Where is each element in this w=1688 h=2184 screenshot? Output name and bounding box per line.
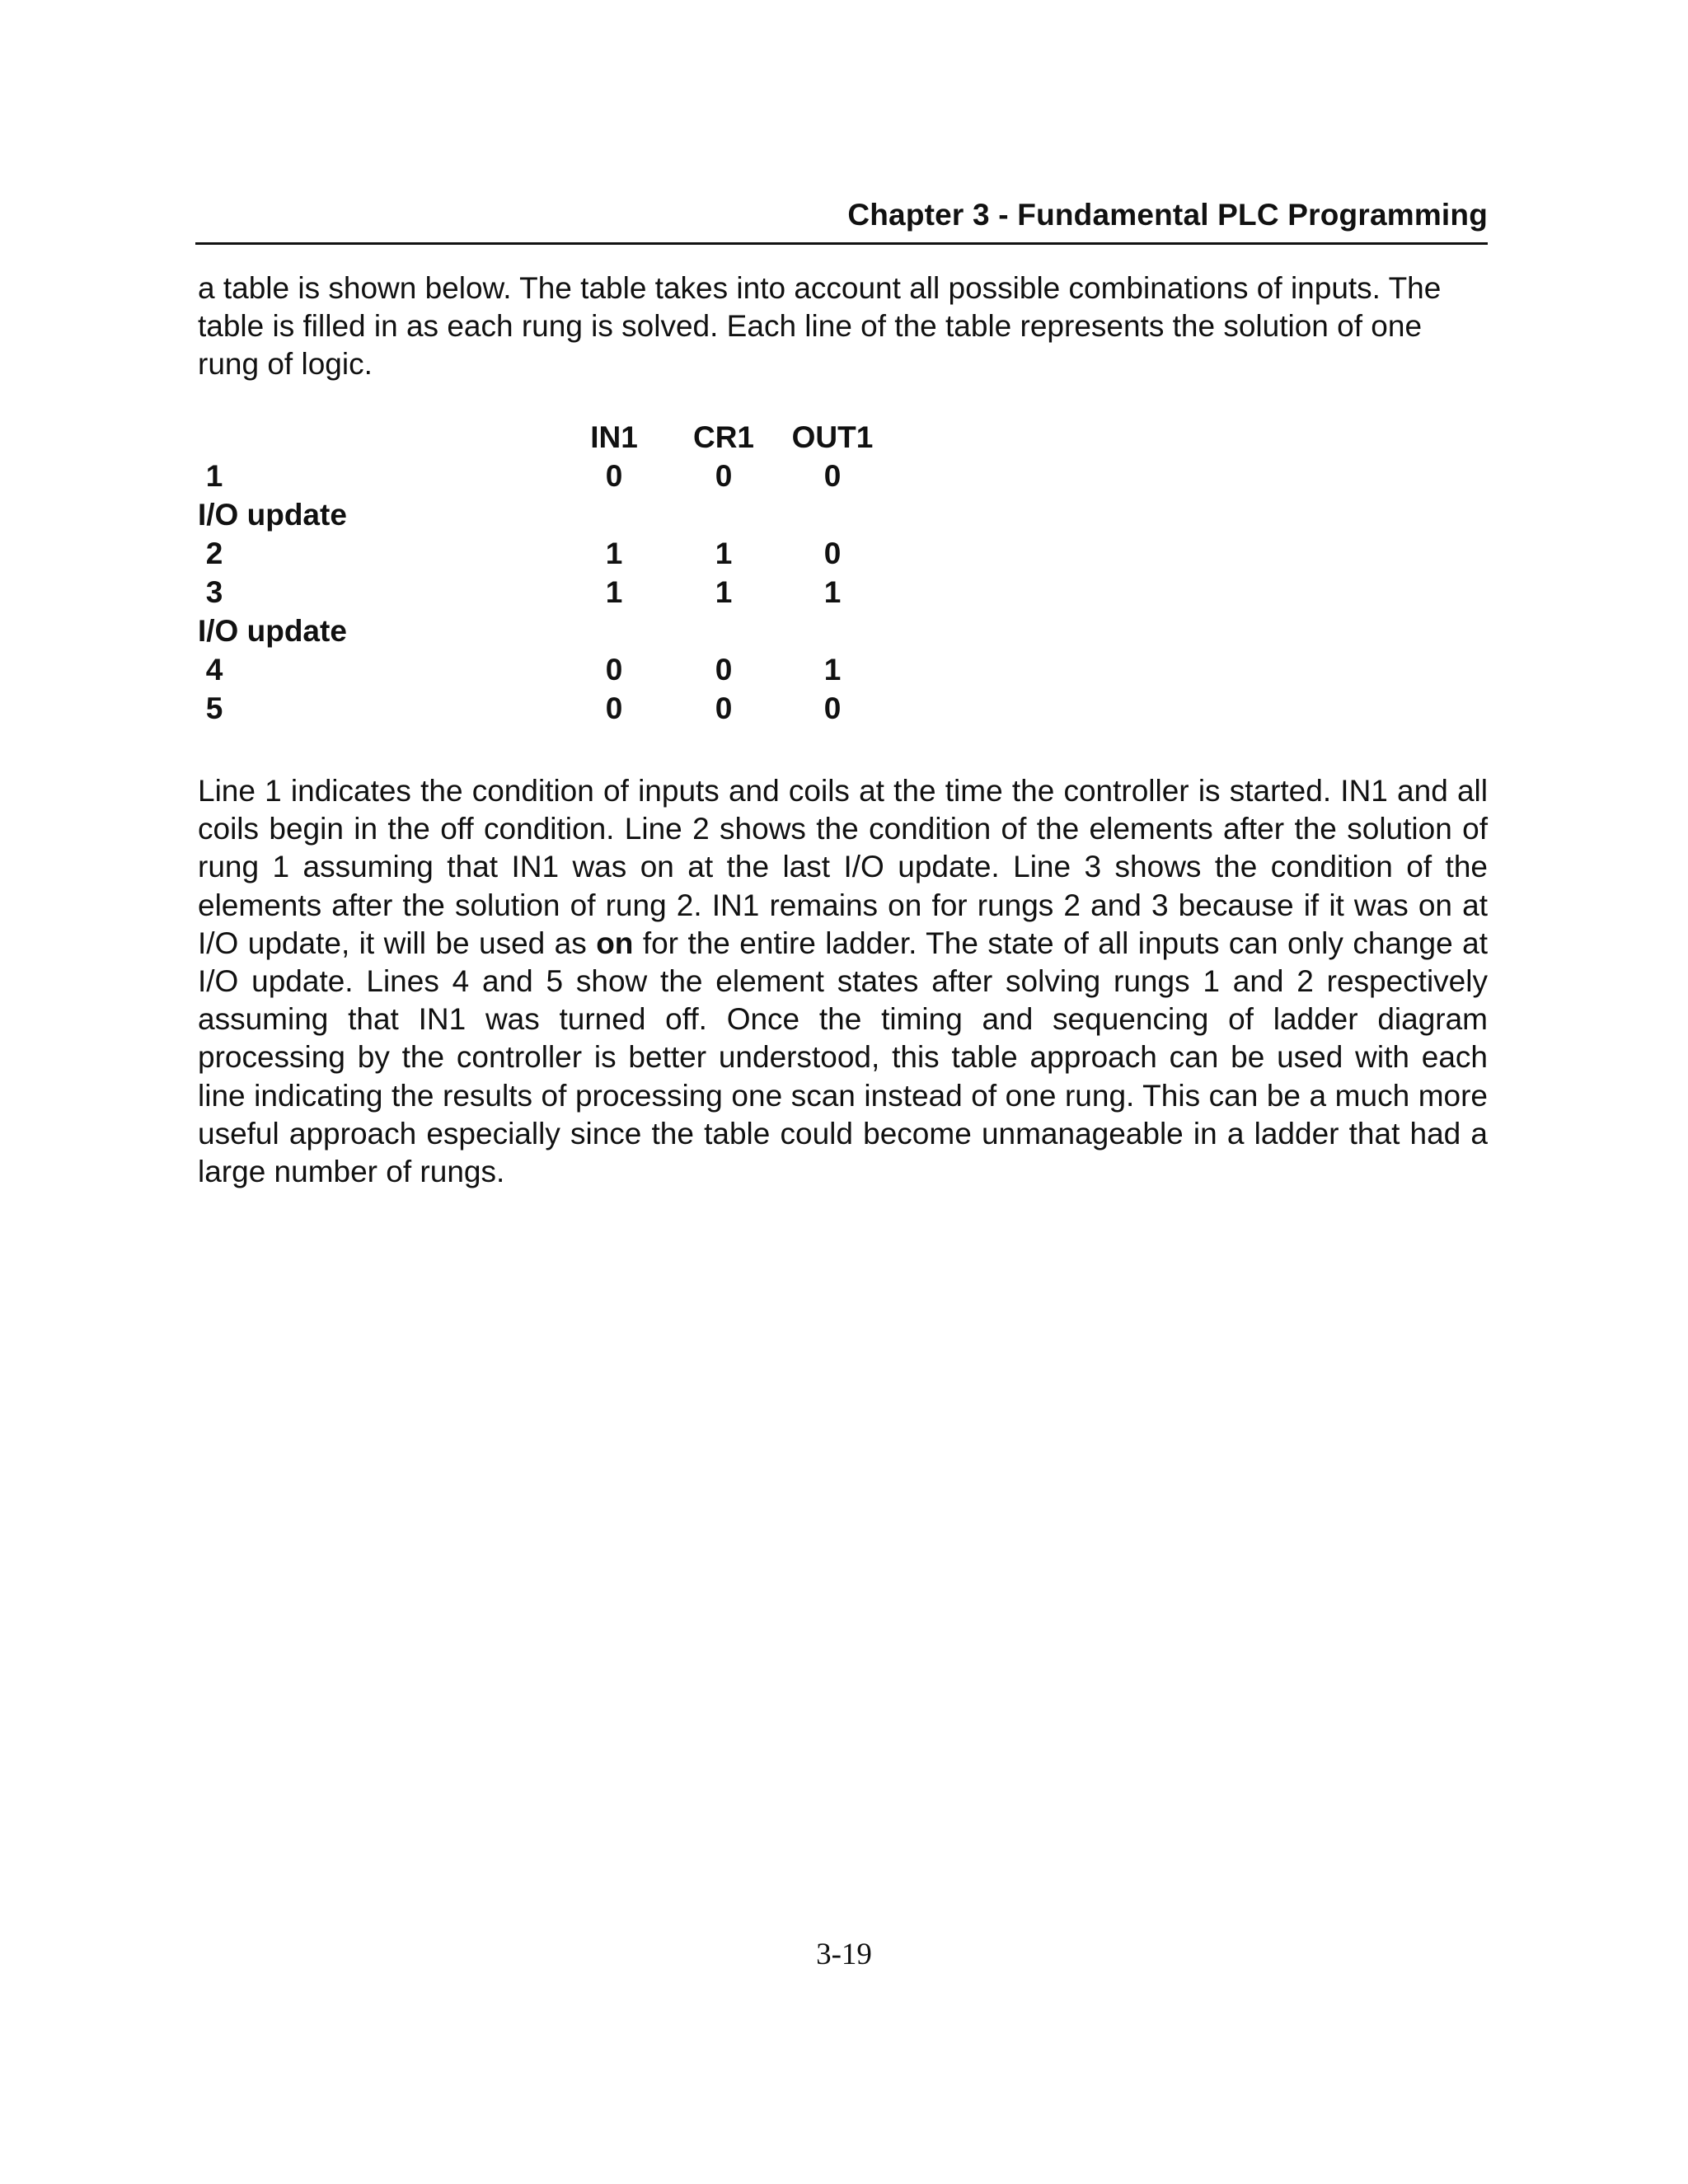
column-header-cr1: CR1 — [692, 420, 755, 454]
column-header-in1: IN1 — [590, 420, 638, 454]
cr1-value: 0 — [715, 653, 733, 687]
cr1-value: 0 — [715, 459, 733, 493]
cr1-value: 0 — [715, 691, 733, 725]
in1-value: 1 — [605, 575, 623, 609]
io-update-label: I/O update — [198, 614, 347, 648]
table-row — [198, 537, 842, 575]
in1-value: 0 — [605, 653, 623, 687]
io-update-label: I/O update — [198, 498, 347, 532]
table-row — [198, 459, 842, 498]
table-row — [198, 653, 842, 691]
cr1-value: 1 — [715, 537, 733, 570]
emphasis-on: on — [596, 926, 634, 960]
in1-value: 0 — [605, 691, 623, 725]
out1-value: 0 — [823, 537, 842, 570]
table-row — [198, 691, 842, 730]
in1-value: 1 — [605, 537, 623, 570]
table-row — [198, 575, 842, 614]
explanation-text-start: Line 1 indicates the condition of inputs and coils at the time the controller is started. IN1 and all coils begin in the off condition. Line 2 shows the condition of the elements after the solution of rung 1 assuming that IN1 was on at the last I/O update. Line 3 shows the condition of the elements after the solution of rung 2. IN1 remains on for rungs 2 and 3 because if it was on at I/O update, it will be used as — [198, 774, 1488, 960]
out1-value: 0 — [823, 459, 842, 493]
intro-paragraph: a table is shown below. The table takes into account all possible combinations of inputs. The table is filled in as each rung is solved. Each line of the table represents the solution of one rung of logic. — [198, 271, 1442, 382]
explanation-text-end: for the entire ladder. The state of all inputs can only change at I/O update. Lines 4 and 5 show the element states after solving rungs 1 and 2 respectively assuming that IN1 was turned off. Once the timing and sequencing of ladder diagram processing by the controller is better understood, this table approach can be used with each line indicating the results of processing one scan instead of one rung. This can be a much more useful approach especially since the table could become unmanageable in a ladder that had a large number of rungs. — [198, 926, 1488, 1189]
out1-value: 1 — [823, 653, 842, 687]
truth-table — [198, 420, 874, 730]
io-update-row — [198, 614, 725, 653]
out1-value: 0 — [823, 691, 842, 725]
line-number: 1 — [205, 459, 223, 493]
line-number: 2 — [205, 537, 223, 570]
io-update-row — [198, 498, 725, 537]
cr1-value: 1 — [715, 575, 733, 609]
column-header-out1: OUT1 — [791, 420, 874, 454]
line-number: 3 — [205, 575, 223, 609]
line-number: 5 — [205, 691, 223, 725]
in1-value: 0 — [605, 459, 623, 493]
table-header-row — [198, 420, 874, 459]
line-number: 4 — [205, 653, 223, 687]
chapter-header — [195, 196, 1488, 245]
out1-value: 1 — [823, 575, 842, 609]
chapter-title: Chapter 3 - Fundamental PLC Programming — [847, 198, 1488, 232]
explanation-paragraph — [198, 772, 1488, 1191]
page-number: 3-19 — [816, 1938, 872, 1971]
